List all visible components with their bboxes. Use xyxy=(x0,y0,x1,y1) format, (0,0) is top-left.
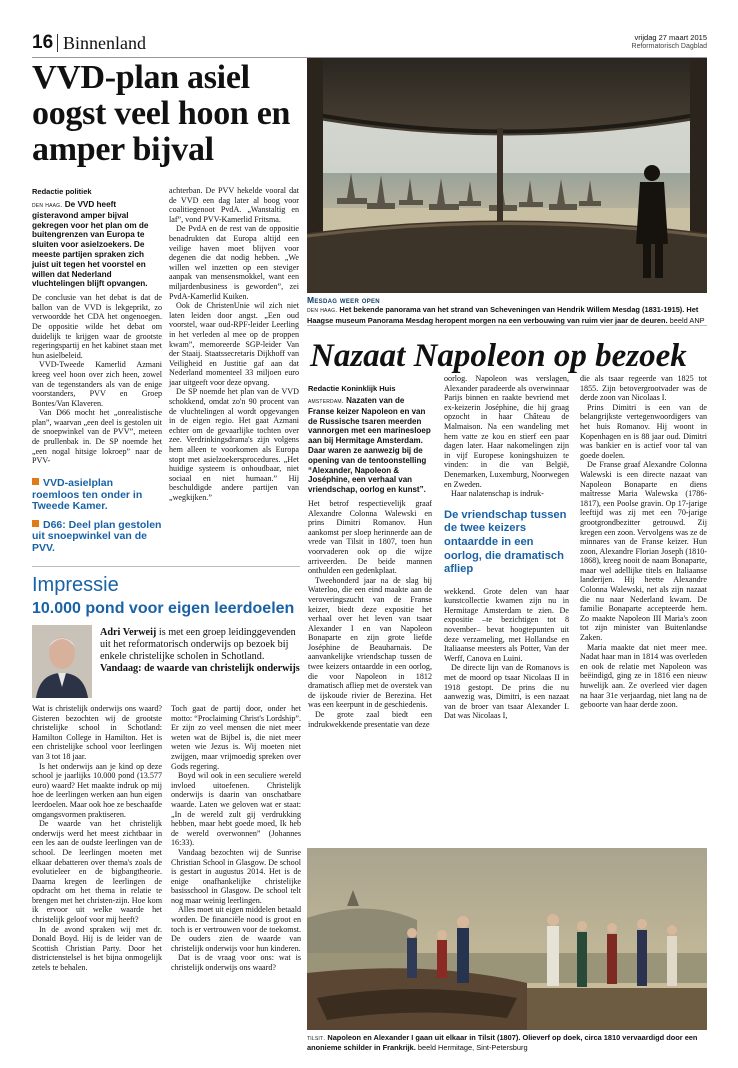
portrait-image xyxy=(32,625,92,698)
author-name: Adri Verweij xyxy=(100,627,157,638)
paragraph: In de avond spraken wij met dr. Donald Boyd. Hij is de leider van de Scottish Christian Party. Door het districtenstelsel is het bijna onmogelijk zetels te behalen. xyxy=(32,924,162,973)
paragraph: Is het onderwijs aan je kind op deze school je jaarlijks 10.000 pond (13.577 euro) waard? Het maakte indruk op mij hoe de leerlingen werken aan hun eigen leerdoelen. Maar ook hoe ze beschaafde omgangsvormen praktiseren. xyxy=(32,761,162,819)
caption-dateline: den haag. xyxy=(307,307,338,315)
caption-text: Napoleon en Alexander I gaan uit elkaar in Tilsit (1807). Olieverf op doek, circa 1810 vervaardigd door een anonieme schilder in Frankrijk. xyxy=(307,1033,698,1053)
divider xyxy=(307,325,707,326)
painting-caption xyxy=(307,1033,707,1053)
paragraph: oorlog. Napoleon was verslagen, Alexander paradeerde als overwinnaar Parijs binnen en raakte bevriend met ex-keizerin Joséphine, die hij graag opzocht in haar Château de Malmaison. Na een wandeling met hem vatte ze kou en stierf een paar dagen later. Haar nakomelingen zijn in vijf Europese koningshuizen te vinden: in die van België, Denemarken, Luxemburg, Noorwegen en Zweden. xyxy=(444,374,569,489)
impressie-kicker: Impressie xyxy=(32,574,119,596)
paragraph: De waarde van het christelijk onderwijs werd het meest zichtbaar in een les aan de oudste leerlingen van de school. De leerlingen moeten met elkaar debatteren over thema's zoals de evolutieleer en de bigbangtheorie. Daarna kregen de leerlingen de opdracht om het thema in relatie te brengen met het christen-zijn. Hoe kom ik ervoor uit welke waarde het christelijk geloof voor mij heeft? xyxy=(32,819,162,925)
paragraph: Boyd wil ook in een seculiere wereld invloed uitoefenen. Christelijk onderwijs is daarin van onschatbare waarde. Laten we geloven wat er staat: „In de wereld zult gij verdrukking hebben, maar hebt goede moed, Ik heb de wereld overwonnen” (Johannes 16:33). xyxy=(171,771,301,848)
paragraph: die als tsaar regeerde van 1825 tot 1855. Zijn betovergrootvader was de derde zoon van Nicolaas I. xyxy=(580,374,707,403)
paragraph: Toch gaat de partij door, onder het motto: “Proclaiming Christ's Lordship”. Er zijn zo veel mensen die niet meer weten wat de Bijbel is, die niet meer weten wie Jezus is. Wij moeten niet zwijgen, maar vrijmoedig spreken over Gods regering. xyxy=(171,704,301,771)
panorama-image xyxy=(307,58,707,293)
impressie-col-2 xyxy=(171,704,301,973)
author-photo xyxy=(32,625,92,698)
paragraph: De SP noemde het plan van de VVD schokkend, omdat zo'n 90 procent van de vluchtelingen al wordt opgevangen in de eigen regio. Het gaat Azmani echter om de gevaarlijke tochten over zee. Verdrinkingsdrama's zijn volgens hem alleen te voorkomen als Europa stopt met asielzoekersprocedures. „Het huidige systeem is onhoudbaar, niet sociaal en niet humaan.” Hij beschuldigde andere partijen van „wegkijken.” xyxy=(169,387,299,502)
caption-dateline: tilsit. xyxy=(307,1035,326,1042)
page-number: 16 xyxy=(32,32,54,53)
paragraph: Prins Dimitri is een van de belangrijkste vertegenwoordigers van het huis Romanov. Hij woont in Kopenhagen en is 88 jaar oud. Dimitri was bankier en is actief voor tal van goede doelen. xyxy=(580,402,707,460)
paragraph: Wat is christelijk onderwijs ons waard? Gisteren bezochten wij de grootste christelijke school in Schotland: Hamilton College in Hamilton. Het is een christelijke school voor leerlingen van 3 tot 18 jaar. xyxy=(32,704,162,761)
napoleon-col-3 xyxy=(580,374,707,710)
article-col-2 xyxy=(169,186,299,503)
napoleon-headline: Nazaat Napoleon op bezoek xyxy=(310,338,687,374)
article-byline: Redactie politiek xyxy=(32,187,92,196)
pull-quote: De vriendschap tussen de twee keizers ontaardde in een oorlog, die dramatisch afliep xyxy=(444,508,567,576)
paragraph: Ook de ChristenUnie wil zich niet laten leiden door angst. „Een oud voorstel, waar oud-RPF-leider Leerling in het verleden al mee op de proppen kwam”, memoreerde SGP-leider Van der Staaij. Staatssecretaris Dijkhoff van Veiligheid en Justitie gaf aan dat Nederland momenteel 33 miljoen euro jaar uitgeeft voor deze opvang. xyxy=(169,301,299,387)
painting-image xyxy=(307,848,707,1030)
paragraph: Dat is de vraag voor ons: wat is christelijk onderwijs ons waard? xyxy=(171,953,301,973)
impressie-headline: 10.000 pond voor eigen leerdoelen xyxy=(32,600,295,617)
paragraph: VVD-Tweede Kamerlid Azmani kreeg veel hoon over zich heen, zowel van de tegenstanders als van de enige voorstanders, PVV en Groep Bontes/Van Klaveren. xyxy=(32,360,162,408)
impressie-intro: Adri Verweij is met een groep leidinggevenden uit het reformatorisch onderwijs op bezoek bij enkele christelijke scholen in Schotland. Vandaag: de waarde van christelijk onderwijs xyxy=(100,627,300,675)
divider xyxy=(32,566,300,567)
page-header xyxy=(32,26,707,56)
summary-bullets xyxy=(32,478,162,554)
paragraph: wekkend. Grote delen van haar kunstcollectie kwamen zijn nu in Hermitage Amsterdam te zien. De expositie –te bezichtigen tot 8 november– bevat hoogtepunten uit deze verzameling, met Hollandse en Italiaanse meesters als Potter, Van der Werff, Canova en Luini. xyxy=(444,586,569,663)
caption-text: Het bekende panorama van het strand van Scheveningen van Hendrik Willem Mesdag (1831-1915). Het Haagse museum Panorama Mesdag heropent morgen na een verbouwing van ruim vier jaar de deuren. xyxy=(307,305,699,325)
napoleon-col-2 xyxy=(444,374,569,721)
paragraph: De conclusie van het debat is dat de ballon van de VVD is lekgeprikt, zo verwoordde het CDA het ongenoegen. De oppositie wilde het debat om duidelijk te krijgen waar de grootste regeringspartij en het kabinet staan met hun asielbeleid. xyxy=(32,293,162,360)
paper-name: Reformatorisch Dagblad xyxy=(631,43,707,50)
section-divider xyxy=(57,34,58,52)
article-headline: VVD-plan asiel oogst veel hoon en amper bijval xyxy=(32,59,291,168)
paragraph: De PvdA en de rest van de oppositie benadrukten dat Europa altijd een veilige haven moet blijven voor degenen die dat nodig hebben. „We willen wel inzetten op een steviger aanpak van mensensmokkel, want een miljardenbusiness is geworden”, zei PvdA-Kamerlid Kuiken. xyxy=(169,224,299,301)
paragraph: Vandaag bezochten wij de Sunrise Christian School in Glasgow. De school is gestart in augustus 2014. Het is de enige onafhankelijke christelijke basisschool in Glasgow. De school telt nog maar weinig leerlingen. xyxy=(171,847,301,905)
article-col-1 xyxy=(32,200,162,466)
photo-credit: beeld Hermitage, Sint-Petersburg xyxy=(417,1043,528,1053)
paragraph: Van D66 mocht het „onrealistische plan”, waarvan „een deel is gestolen uit de snoepwinkel van de PVV”, meteen de prullenbak in. De SP noemde het „een nogal hitsige lokroep” naar de PVV- xyxy=(32,408,162,466)
paragraph: achterban. De PVV hekelde vooral dat de VVD een dag later al boog voor coalitiegenoot PvdA. „Wanstaltig en laf”, vond PVV-Kamerlid Fritsma. xyxy=(169,186,299,224)
impressie-col-1 xyxy=(32,704,162,973)
paragraph: De directe lijn van de Romanovs is met de moord op tsaar Nicolaas II in 1918 gestopt. De prins die nu aanwezig was, Dimitri, is een nazaat van de broer van tsaar Alexander I. Dat was Nicolaas I, xyxy=(444,663,569,721)
paragraph: Het betrof respectievelijk graaf Alexandre Colonna Walewski en prins Dimitri Romanov. Hun aankomst per sloep herinnerde aan de vrede van Tilsit in 1807, toen hun voorvaderen ook op die wijze arriveerden. De beide mannen onthulden een gedenkplaat. xyxy=(308,498,432,576)
panorama-caption xyxy=(307,296,707,325)
panorama-photo xyxy=(307,58,707,293)
paragraph: Haar nalatenschap is indruk- xyxy=(451,489,544,499)
paragraph: De grote zaal biedt een indrukwekkende presentatie van deze xyxy=(308,710,432,729)
napoleon-col-1 xyxy=(308,396,432,729)
napoleon-byline: Redactie Koninklijk Huis xyxy=(308,384,396,393)
dateline: den haag. xyxy=(32,202,63,209)
photo-credit: beeld ANP xyxy=(669,315,705,325)
paragraph: Alles moet uit eigen middelen betaald worden. De financiële nood is groot en toch is er vertrouwen voor de toekomst. De ouders zien de waarde van christelijk onderwijs voor hun kinderen. xyxy=(171,905,301,953)
summary-bullet: D66: Deel plan gestolen uit snoepwinkel van de PVV. xyxy=(32,518,162,554)
dateline: amsterdam. xyxy=(308,398,344,405)
paragraph: Maria maakte dat niet meer mee. Nadat haar man in 1814 was overleden en ook de relatie met Napoleon was beëindigd, ging ze in 1816 een nieuw huwelijk aan. Ze overleed vier dagen na haar 31e verjaardag, niet lang na de geboorte van haar derde zoon. xyxy=(580,642,707,710)
paragraph: Tweehonderd jaar na de slag bij Waterloo, die een eind maakte aan de veroveringszucht van de Franse keizer, biedt deze expositie het verhaal over het leven van tsaar Alexander I en van Napoleon Bonaparte en zijn grote liefde Joséphine de Beauharnais. De aanvankelijke vriendschap tussen de twee keizers ontaardde in een oorlog, die voor Napoleon in 1812 dramatisch afliep met de overstek van de ijskoude rivier de Berezina. Het was een keerpunt in de geschiedenis. xyxy=(308,575,432,710)
issue-date: vrijdag 27 maart 2015 xyxy=(634,33,707,42)
article-lead: den haag. De VVD heeft gisteravond amper bijval gekregen voor het plan om de buitengrenzen van Europa te sluiten voor asielzoekers. De meeste partijen spraken zich juist uit tegen het voorstel en willen dat Nederland vluchtelingen blijft opvangen. xyxy=(32,200,149,289)
summary-bullet: VVD-asielplan roemloos ten onder in Tweede Kamer. xyxy=(32,477,143,512)
napoleon-lead: amsterdam. Nazaten van de Franse keizer Napoleon en van de Russische tsaren meerden vannorgen met een marinesloep aan bij Hermitage Amsterdam. Daar waren ze aanwezig bij de opening van de tentoonstelling “Alexander, Napoleon & Joséphine, een verhaal van vriendschap, oorlog en kunst”. xyxy=(308,396,431,495)
caption-heading: Mesdag weer open xyxy=(307,295,380,305)
tilsit-painting xyxy=(307,848,707,1030)
paragraph: De Franse graaf Alexandre Colonna Walewski is een directe nazaat van Napoleon Bonaparte en diens maîtresse Maria Walewska (1786-1817), een Poolse gravin. Op 17-jarige leeftijd was zij met een 70-jarige grootgrondbezitter getrouwd. Zij kregen een zoon. Vervolgens was ze de minnares van de Franse keizer. Hun zoon, Alexandre Florian Joseph (1810-1868), kreeg nooit de naam Bonaparte, maar wel adellijke titels en Italiaanse landerijen. Hij heette Alexandre Colonna Walewski, net als zijn nazaat die nu naar Nederland kwam. De familie Bonaparte accepteerde hem. Zo maakte Napoleon III Maria's zoon tot zijn minister van Buitenlandse Zaken. xyxy=(580,460,707,643)
section-title: Binnenland xyxy=(63,33,146,53)
